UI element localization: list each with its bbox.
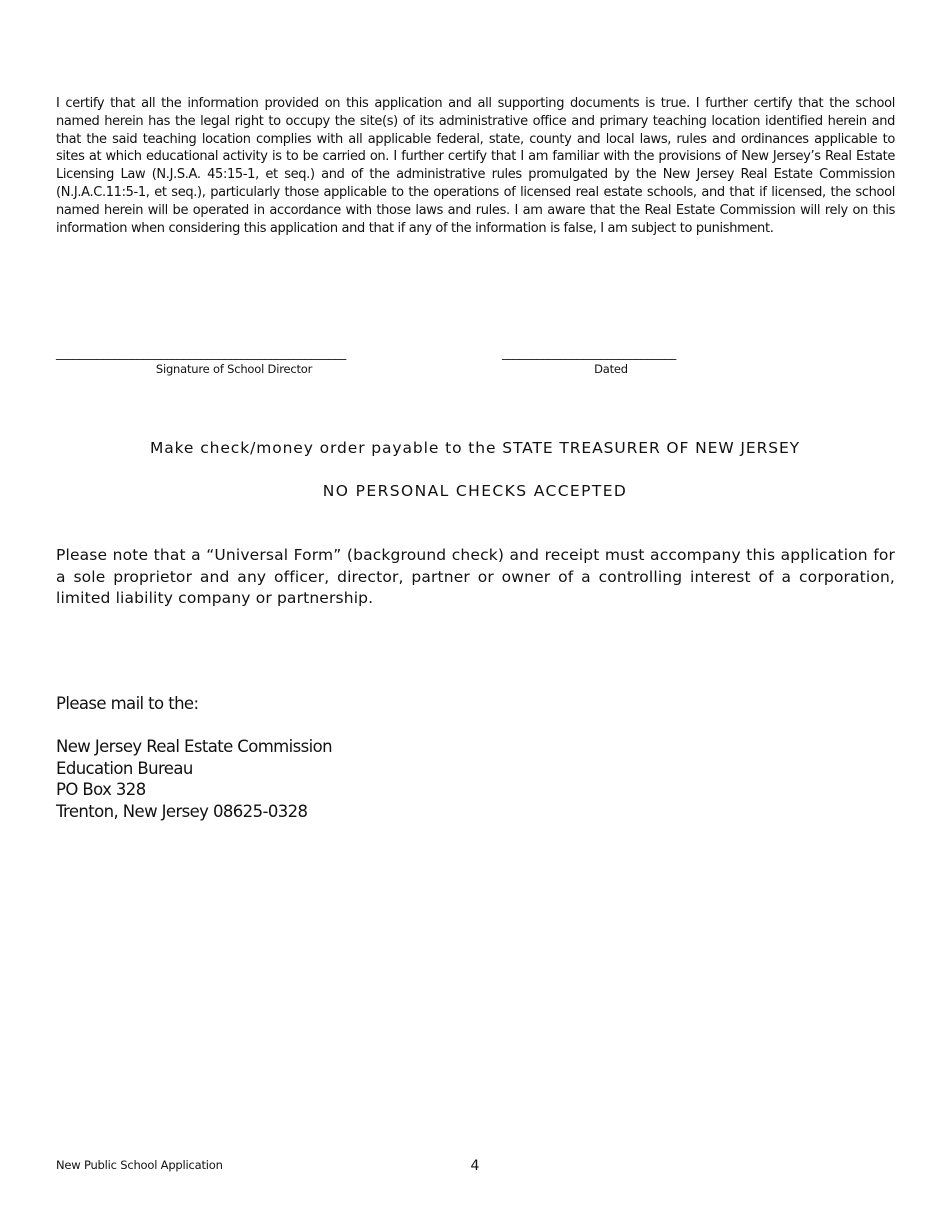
payable-instruction: Make check/money order payable to the STATE TREASURER OF NEW JERSEY bbox=[149, 439, 801, 457]
director-signature-block bbox=[56, 345, 412, 376]
mail-intro: Please mail to the: bbox=[56, 694, 199, 713]
footer-document-name: New Public School Application bbox=[56, 1158, 223, 1172]
address-line-organization: New Jersey Real Estate Commission bbox=[56, 737, 332, 756]
page-number: 4 bbox=[470, 1158, 480, 1174]
mailing-address bbox=[56, 736, 332, 822]
no-personal-checks-notice: NO PERSONAL CHECKS ACCEPTED bbox=[322, 482, 628, 500]
director-signature-label: Signature of School Director bbox=[155, 362, 313, 376]
date-signature-block bbox=[502, 345, 720, 376]
date-line: ______________________________ bbox=[502, 346, 677, 360]
date-label: Dated bbox=[594, 362, 628, 376]
director-signature-line: __________________________________________________ bbox=[56, 346, 347, 360]
address-line-po-box: PO Box 328 bbox=[56, 780, 146, 799]
certification-paragraph: I certify that all the information provided on this application and all supporting documents is true. I further certify that the school named herein has the legal right to occupy the site(s) of its administrative office and primary teaching location identified herein and that the said teaching location complies with all applicable federal, state, county and local laws, rules and ordinances applicable to sites at which educational activity is to be carried on. I further certify that I am familiar with the provisions of New Jersey’s Real Estate Licensing Law (N.J.S.A. 45:15-1, et seq.) and of the administrative rules promulgated by the New Jersey Real Estate Commission (N.J.A.C.11:5-1, et seq.), particularly those applicable to the operations of licensed real estate schools, and that if licensed, the school named herein will be operated in accordance with those laws and rules. I am aware that the Real Estate Commission will rely on this information when considering this application and that if any of the information is false, I am subject to punishment. bbox=[56, 96, 895, 236]
address-line-city: Trenton, New Jersey 08625-0328 bbox=[56, 801, 308, 821]
background-check-note: Please note that a “Universal Form” (background check) and receipt must accompany this application for a sole proprietor and any officer, director, partner or owner of a controlling interest of a corporation, limited liability company or partnership. bbox=[56, 546, 895, 608]
address-line-bureau: Education Bureau bbox=[56, 758, 193, 778]
